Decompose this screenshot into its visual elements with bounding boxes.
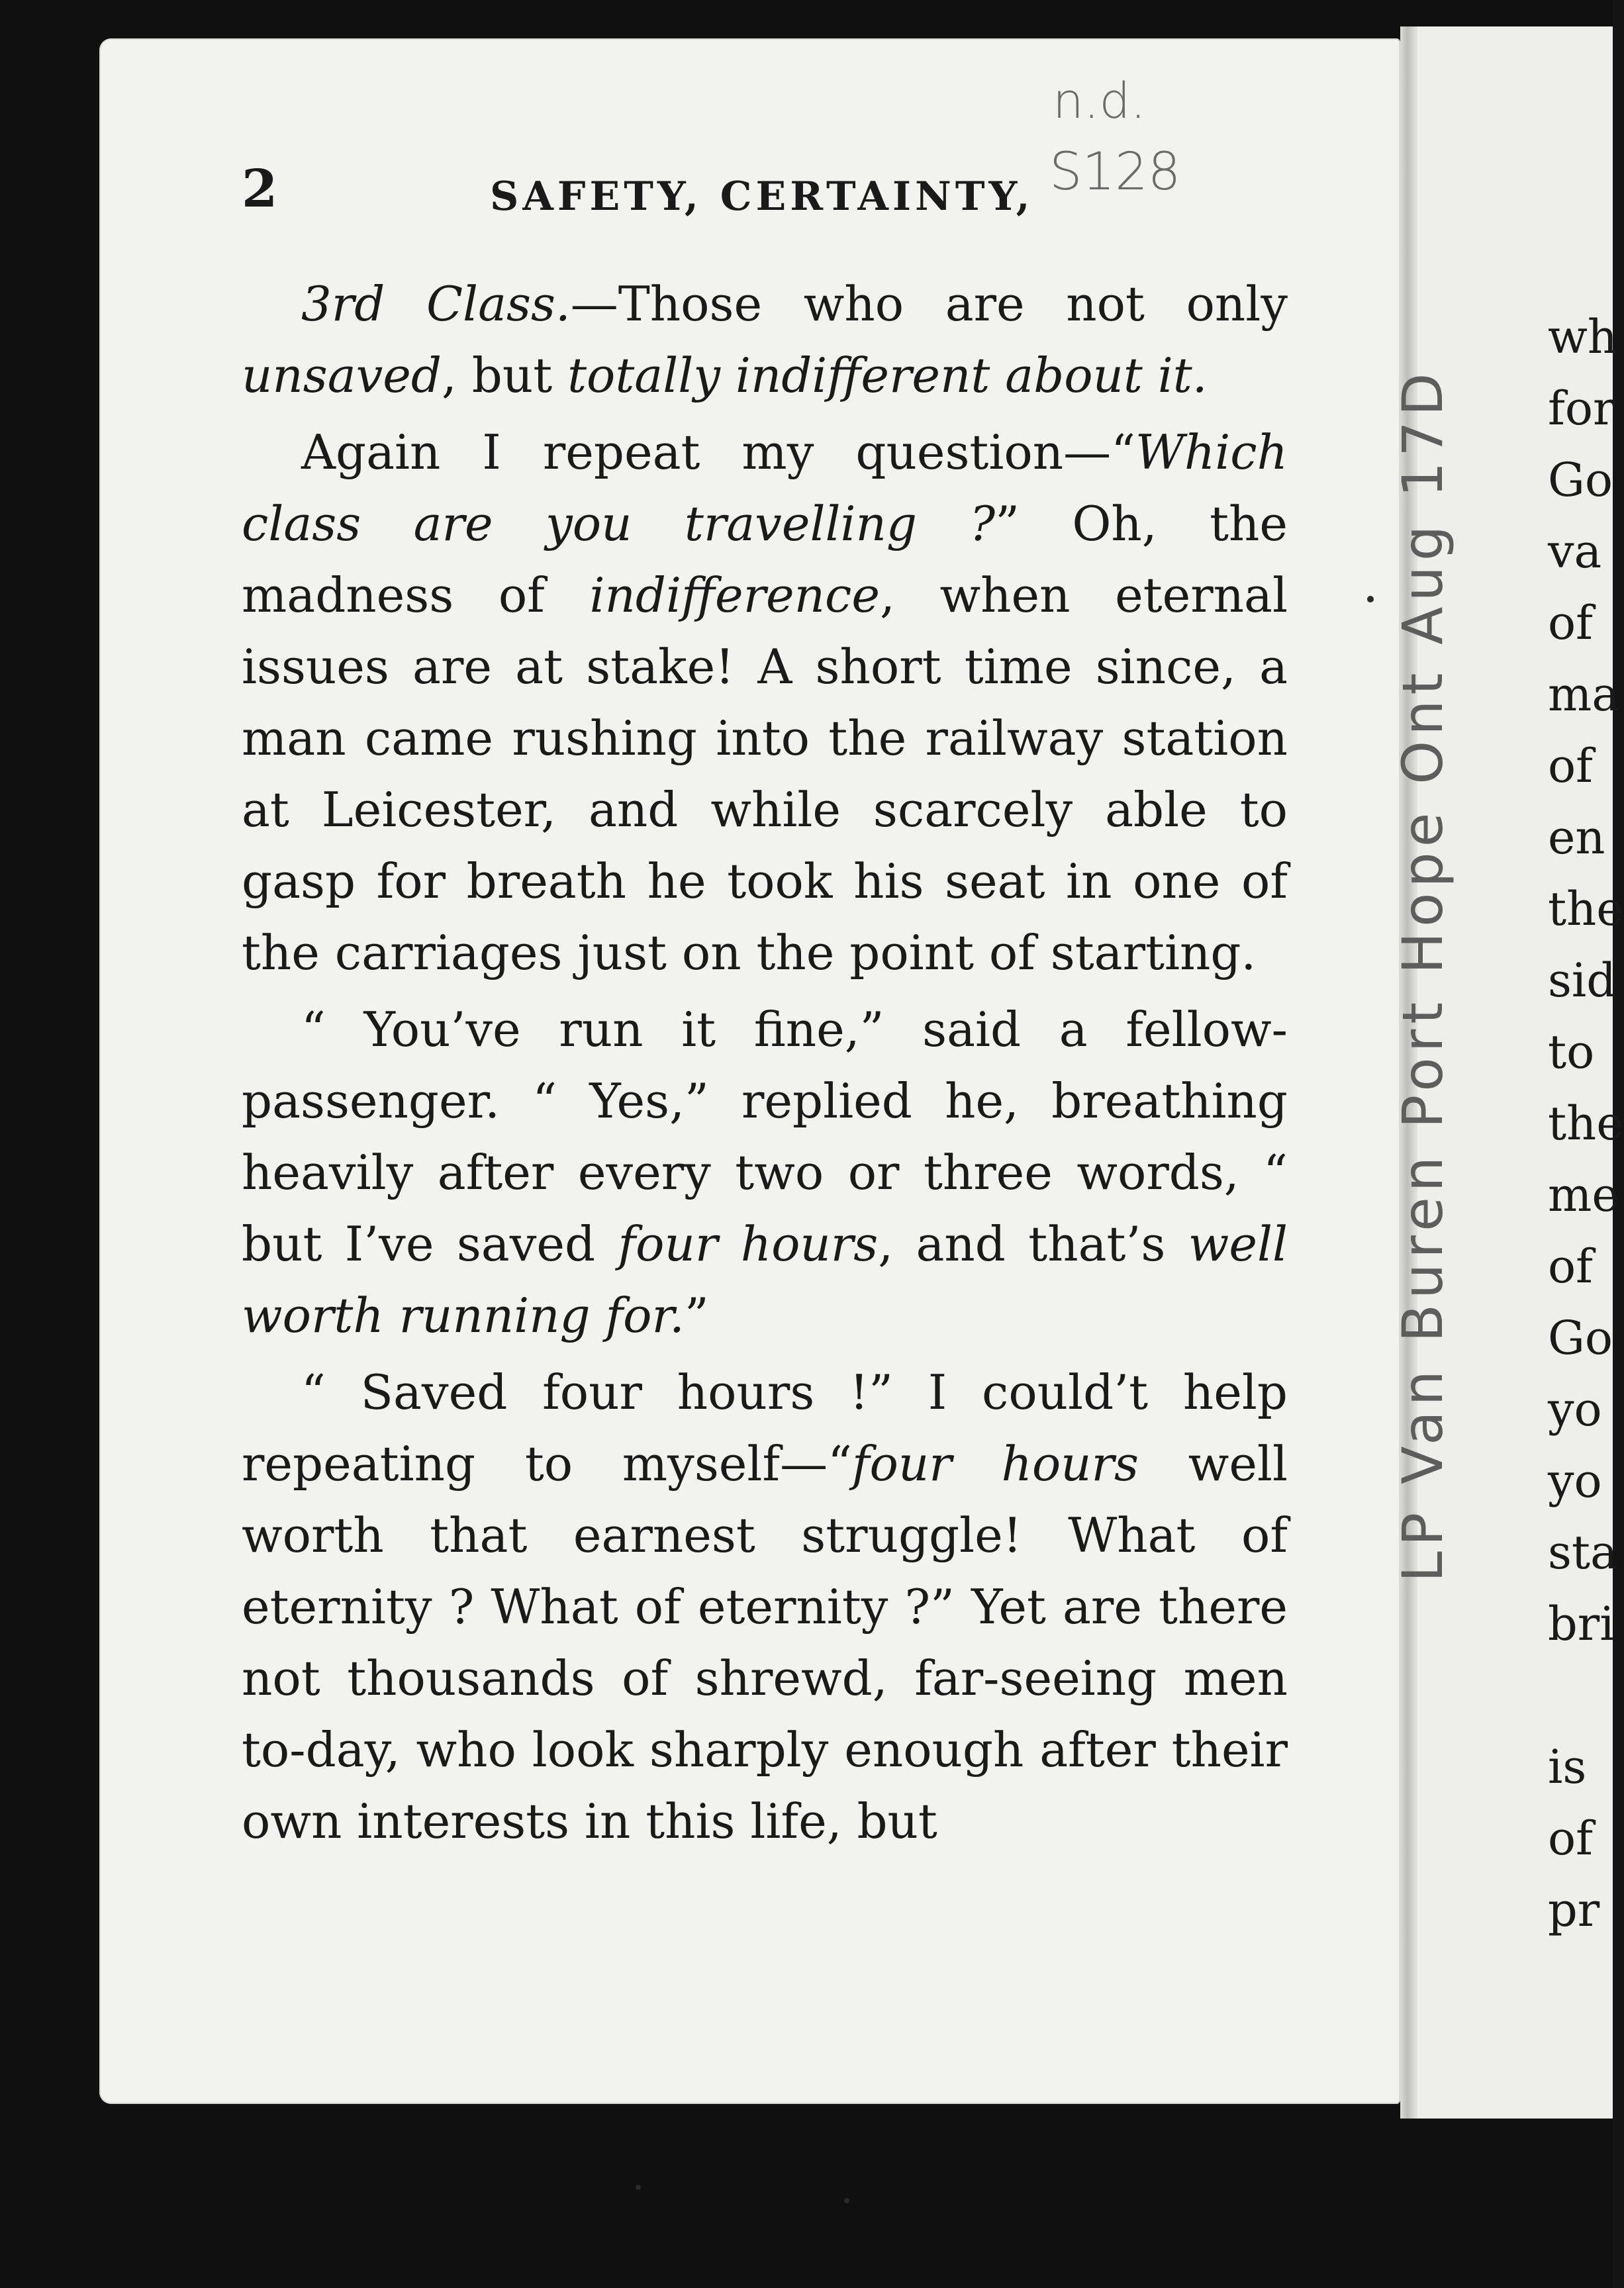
right-page-line-fragment: to [1548,1025,1595,1079]
scan-speck [636,2185,641,2190]
text-run: , but [442,348,568,403]
text-run: well worth running for. [242,1216,1288,1343]
scan-speck [1367,596,1374,602]
paragraph-4 [242,1357,1288,1857]
text-run: —Those who are not only [570,276,1288,332]
text-run: four hours [851,1436,1139,1492]
text-run: “ Saved four hours !” I could’t help repeating to myself—“ [242,1364,1288,1492]
text-run: four hours [618,1216,879,1272]
right-page-line-fragment: of [1548,596,1594,650]
right-page-line-fragment: the [1548,1096,1624,1151]
text-run: Which class are you travelling ? [242,424,1288,551]
text-run: ” [684,1288,709,1343]
right-page-line-fragment: of [1548,1811,1594,1866]
right-page-line-fragment: Go [1548,453,1613,507]
right-page-line-fragment: va [1548,524,1602,579]
right-page-line-fragment: sid [1548,953,1617,1008]
right-page-line-fragment: pr [1548,1883,1600,1937]
text-run: Again I repeat my question—“ [301,424,1135,480]
right-page-line-fragment: of [1548,739,1594,793]
right-page-line-fragment: of [1548,1239,1594,1294]
right-page-line-fragment [1548,1660,1624,1731]
right-page-line-fragment: Go [1548,1311,1613,1365]
pencil-annotation-nd: n.d. [1053,73,1146,130]
text-run: indifference [589,567,880,623]
text-run: 3rd Class. [301,276,571,332]
running-head: SAFETY, CERTAINTY, [490,173,1034,220]
right-page-line-fragment: for [1548,381,1615,436]
right-page-line-fragment: ma [1548,667,1620,722]
pencil-annotation-vertical: LP Van Buren Port Hope Ont Aug 17D [1390,367,1455,1582]
paragraph-2 [242,416,1288,988]
right-page-line-fragment: the [1548,882,1624,936]
text-run: ” Oh, the madness of [242,496,1288,623]
text-run: “ You’ve run it fine,” said a fellow-passenger. “ Yes,” replied he, breathing heavily after every two or three words, “ but I’ve saved [242,1002,1288,1272]
right-page-line-fragment: is [1548,1740,1587,1794]
right-page-text [1548,301,1624,1946]
text-run: totally indifferent about it. [567,348,1208,403]
text-run: , when eternal issues are at stake! A short time since, a man came rushing into the railway station at Leicester, and while scarcely able to gasp for breath he took his seat in one of the carriages just on the point of starting. [242,567,1288,980]
text-run: , and that’s [878,1216,1188,1272]
paragraph-1 [242,268,1288,411]
scan-speck [844,2198,849,2203]
pencil-annotation-ref: S128 [1049,142,1181,202]
right-page-line-fragment: me [1548,1168,1619,1222]
right-page-line-fragment: bri [1548,1597,1615,1651]
right-page-line-fragment: yo [1548,1454,1602,1508]
page-number: 2 [242,159,278,219]
right-page-line-fragment: wh [1548,310,1617,364]
text-run: unsaved [242,348,442,403]
body-text [242,268,1288,1862]
right-page-line-fragment: yo [1548,1382,1602,1437]
right-page-line-fragment: sta [1548,1525,1618,1580]
paragraph-3 [242,994,1288,1351]
text-run: well worth that earnest struggle! What of eternity ? What of eternity ?” Yet are there not thousands of shrewd, far-seeing men to-day, who look sharply enough after their own interests in this life, but [242,1436,1288,1849]
right-page-line-fragment: en [1548,810,1605,865]
